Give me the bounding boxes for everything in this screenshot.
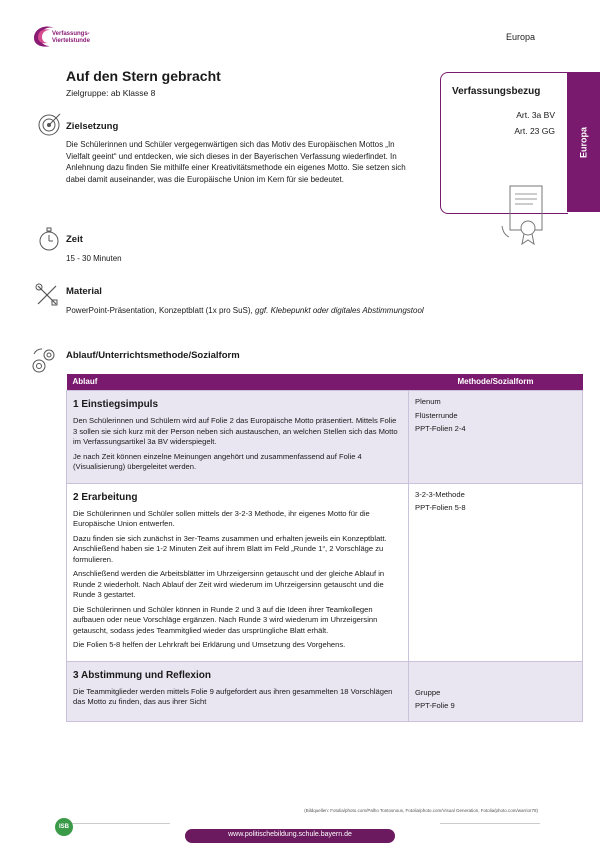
- zeit-text: 15 - 30 Minuten: [66, 254, 122, 263]
- zielsetzung-heading: Zielsetzung: [66, 121, 119, 132]
- table-header-row: [67, 374, 583, 391]
- zielsetzung-text: Die Schülerinnen und Schüler vergegenwärtigen sich das Motiv des Europäischen Mottos „In Vielfalt geeint“ und entdecken, wie sich dieses in der Bayerischen Verfassung wiederfindet. In Anlehnung dazu finden Sie mithilfe einer Kreativitätsmethode ein eigenes Motto. Sie setzen sich dabei damit auseinander, was die Europäische Union im Kern für sie bedeutet.: [66, 140, 406, 184]
- header-topic: Europa: [505, 32, 535, 42]
- image-credits: (Bildquellen: Fotolia/photo.com/Palho Tontosnous, Fotolia/photo.com/Visual Generation, Fotolia/photo.com/warrior78): [304, 808, 538, 813]
- target-group: Zielgruppe: ab Klasse 8: [66, 88, 156, 98]
- step-paragraph: Die Schülerinnen und Schüler können in Runde 2 und 3 auf die Ideen ihrer Teamkollegen aufbauen oder neue Vorschläge ergänzen. Nach Runde 3 wird wiederum im Uhrzeigersinn getauscht, sodass jedes Teammitglied wieder das ursprüngliche Blatt erhält.: [73, 604, 378, 635]
- tools-icon: [34, 282, 60, 308]
- step-title: 3 Abstimmung und Reflexion: [73, 669, 211, 681]
- material-heading: Material: [66, 286, 102, 297]
- website-link[interactable]: www.politischebildung.schule.bayern.de: [228, 831, 352, 838]
- topic-tab-label: Europa: [578, 126, 589, 158]
- method-item: Flüsterrunde: [415, 410, 458, 420]
- step-paragraph: Die Folien 5-8 helfen der Lehrkraft bei Erklärung und Umsetzung des Vorgehens.: [73, 640, 346, 649]
- stopwatch-icon: [36, 226, 62, 252]
- logo-text: Verfassungs- Viertelstunde: [52, 31, 90, 44]
- step-paragraph: Je nach Zeit können einzelne Meinungen angehört und zusammenfassend auf Folie 4 (Visualisierung) übergeleitet werden.: [73, 451, 362, 471]
- step-paragraph: Den Schülerinnen und Schülern wird auf Folie 2 das Europäische Motto präsentiert. Mittels Folie 3 sollen sie sich kurz mit der Person neben sich austauschen, an welchen Stellen sich das Motto im Verfassungsartikel 3a BV widerspiegelt.: [73, 416, 398, 446]
- step-paragraph: Die Teammitglieder werden mittels Folie 9 aufgefordert aus ihren gesammelten 18 Vorschlägen das Motto zu finden, das aus ihrer Sicht: [73, 686, 393, 706]
- method-cell: [409, 391, 583, 484]
- step-title: 2 Erarbeitung: [73, 491, 138, 503]
- verfassungsbezug-ref-2: Art. 23 GG: [514, 126, 555, 136]
- verfassungsbezug-title: Verfassungsbezug: [452, 86, 541, 97]
- column-header-ablauf: Ablauf: [67, 374, 409, 391]
- method-item: Gruppe: [415, 687, 441, 697]
- target-icon: [36, 112, 62, 138]
- isb-logo: ISB: [55, 818, 73, 836]
- page-title: Auf den Stern gebracht: [66, 68, 221, 84]
- table-row: [67, 391, 583, 484]
- zeit-heading: Zeit: [66, 234, 83, 245]
- material-optional: ggf. Klebepunkt oder digitales Abstimmungstool: [255, 306, 424, 315]
- column-header-methode: Methode/Sozialform: [409, 374, 583, 391]
- method-item: PPT-Folien 2-4: [415, 424, 466, 433]
- verfassungsbezug-ref-1: Art. 3a BV: [516, 110, 555, 120]
- footer-divider-right: [440, 823, 540, 824]
- footer-divider-left: [70, 823, 170, 824]
- step-paragraph: Dazu finden sie sich zunächst in 3er-Teams zusammen und erhalten jeweils ein Konzeptblatt. Anschließend haben sie 1-2 Minuten Zeit auf ihrem Blatt im Feld „Runde 1“, 2 Vorschläge zu formulieren.: [73, 533, 387, 564]
- method-item: 3-2-3-Methode: [415, 489, 465, 499]
- method-cell: [409, 483, 583, 661]
- method-item: PPT-Folie 9: [415, 701, 455, 710]
- table-row: [67, 661, 583, 721]
- step-title: 1 Einstiegsimpuls: [73, 399, 159, 410]
- method-item: PPT-Folien 5-8: [415, 503, 466, 512]
- certificate-icon: [500, 180, 555, 250]
- step-cell: [67, 391, 409, 484]
- step-cell: [67, 661, 409, 721]
- table-row: [67, 483, 583, 661]
- method-cell: [409, 661, 583, 721]
- step-paragraph: Die Schülerinnen und Schüler sollen mittels der 3-2-3 Methode, ihr eigenes Motto für die Europäische Union entwerfen.: [73, 508, 370, 528]
- gears-icon: [30, 346, 60, 376]
- step-paragraph: Anschließend werden die Arbeitsblätter im Uhrzeigersinn getauscht und der gleiche Ablauf in Runde 2 wiederholt. Nach Ablauf der Zeit wird wiederum im Uhrzeigersinn getauscht und die Runde 3 gestartet.: [73, 569, 385, 599]
- material-list: PowerPoint-Präsentation, Konzeptblatt (1x pro SuS),: [66, 306, 255, 315]
- lesson-plan-table: [66, 374, 583, 722]
- material-text: [66, 305, 546, 317]
- ablauf-heading: Ablauf/Unterrichtsmethode/Sozialform: [66, 350, 240, 361]
- step-cell: [67, 483, 409, 661]
- method-item: Plenum: [415, 397, 441, 406]
